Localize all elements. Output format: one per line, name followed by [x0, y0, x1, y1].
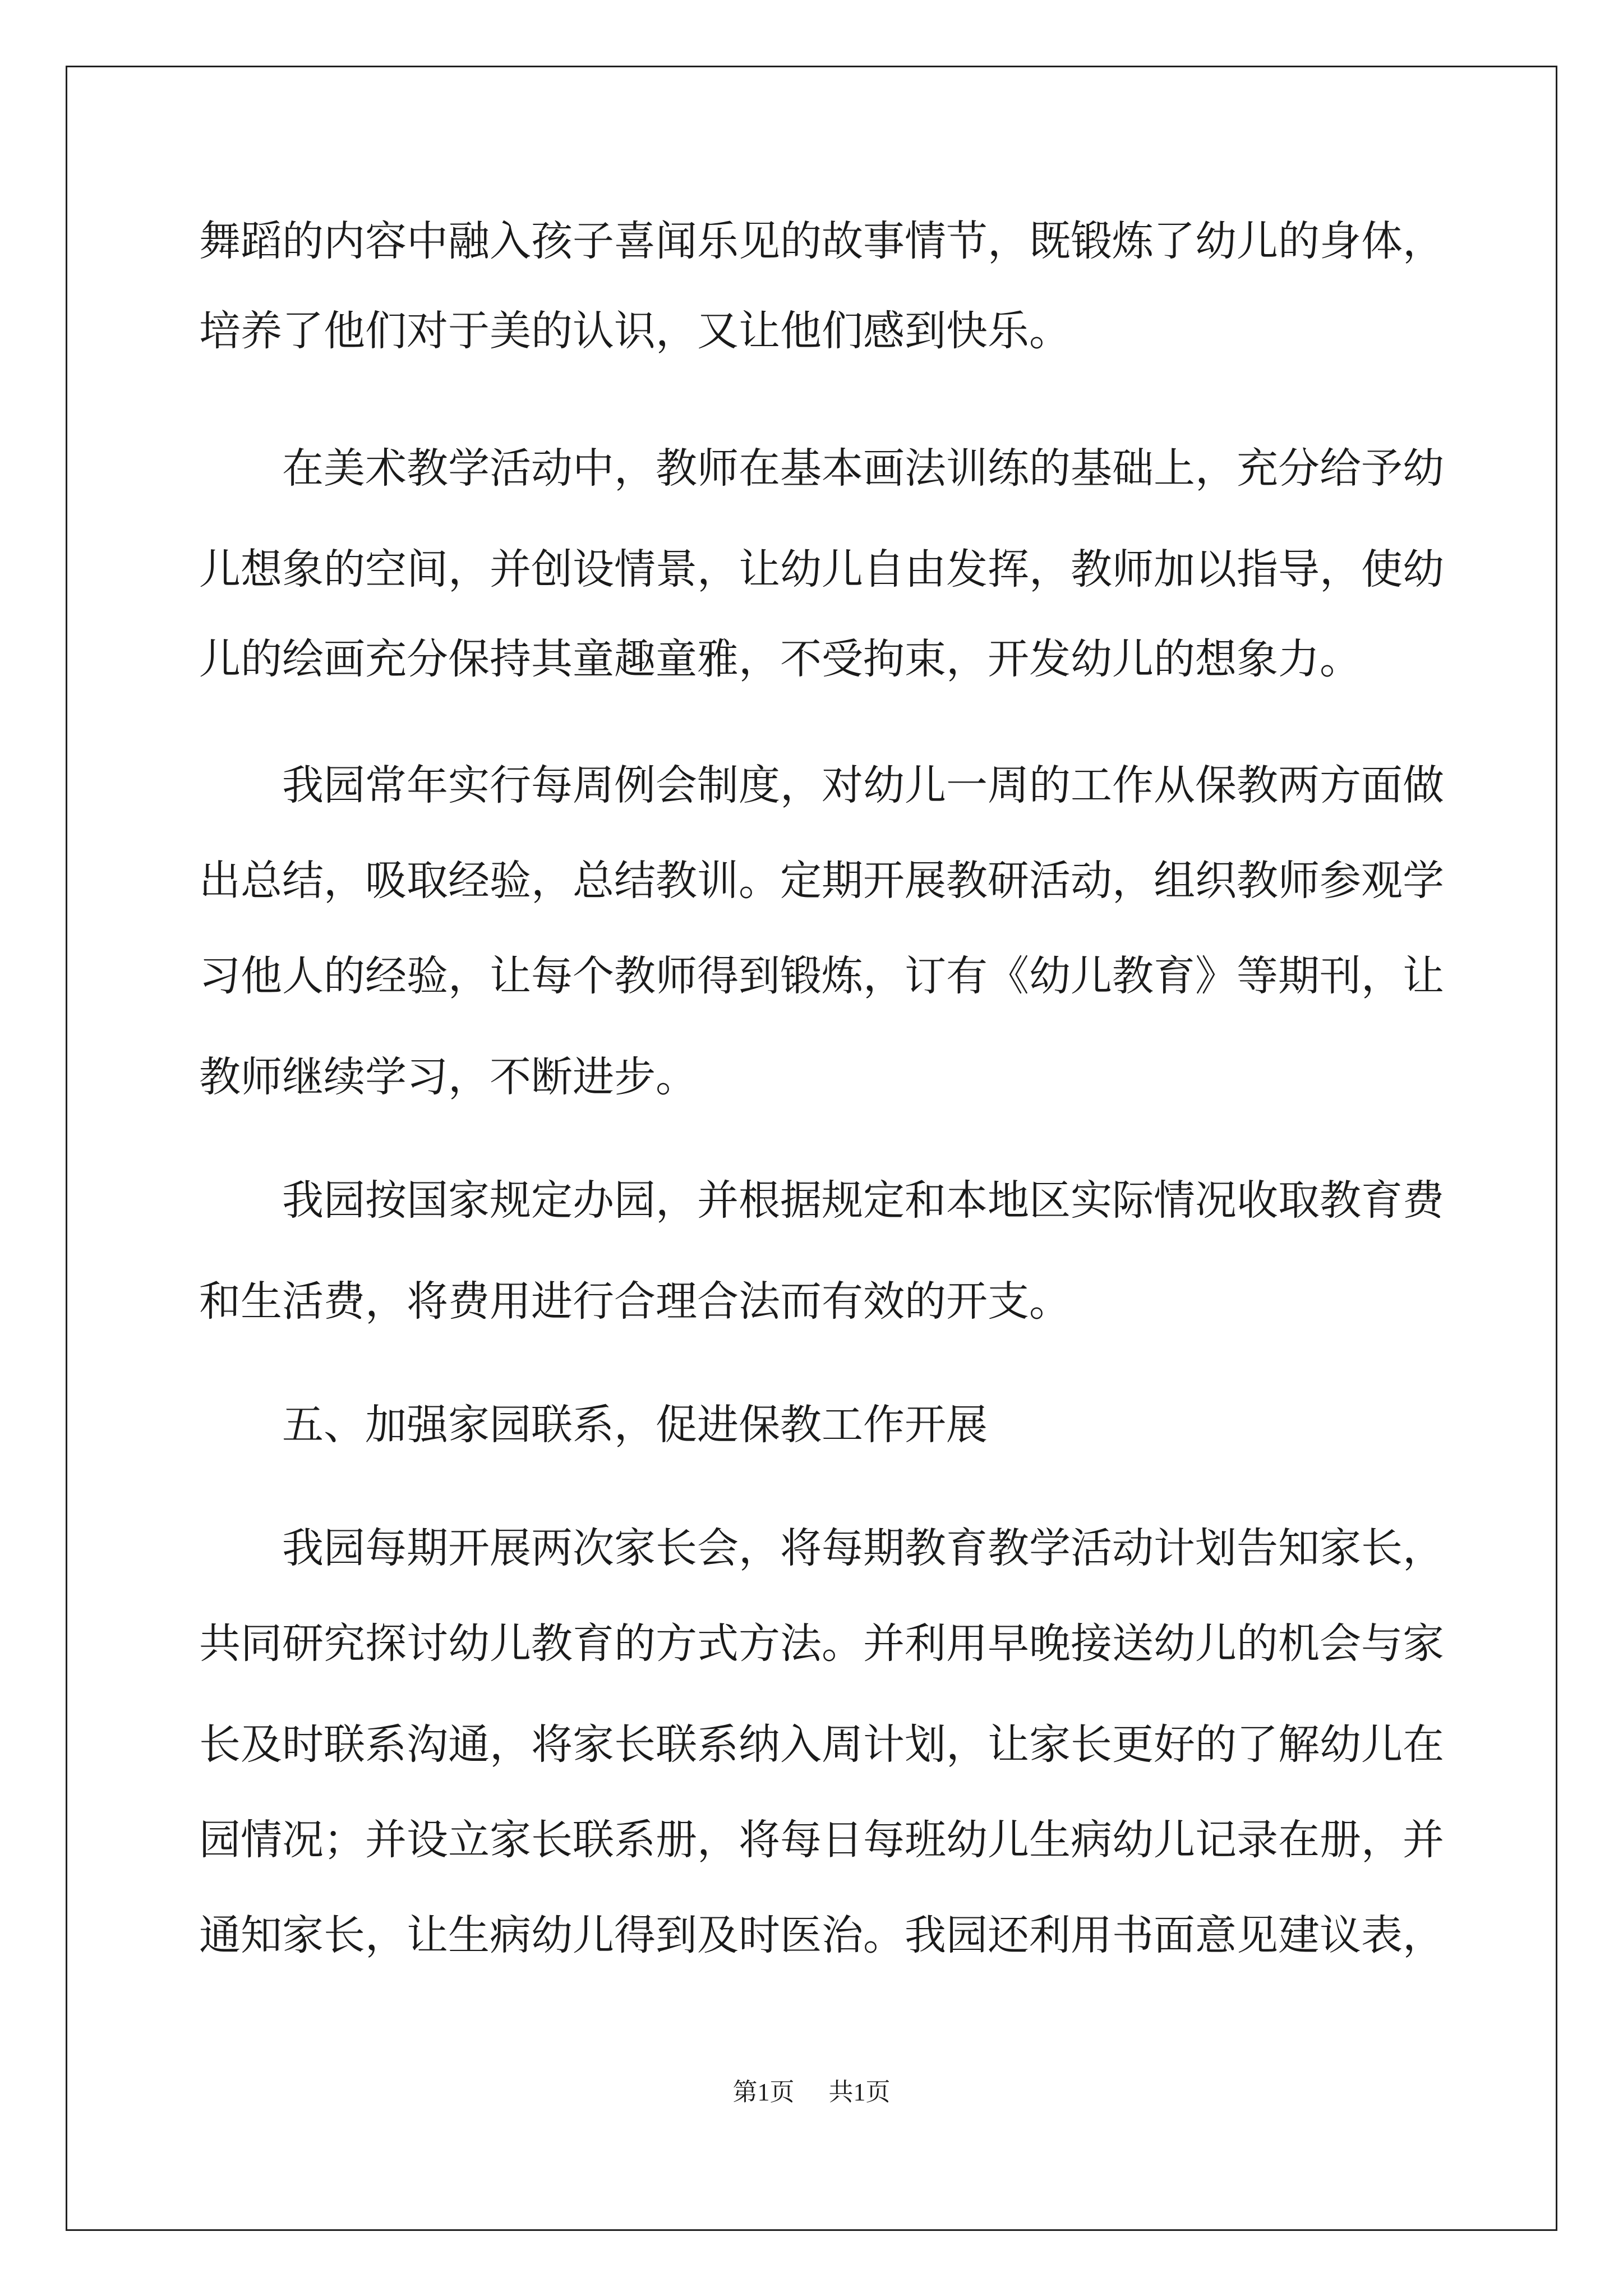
- text-line: 儿的绘画充分保持其童趣童雅，不受拘束，开发幼儿的想象力。: [199, 635, 1361, 683]
- text-line: 习他人的经验，让每个教师得到锻炼，订有《幼儿教育》等期刊，让: [199, 952, 1444, 1000]
- page-footer: [0, 2076, 1623, 2109]
- section-heading: 五、加强家园联系，促进保教工作开展: [282, 1401, 988, 1449]
- text-line: 在美术教学活动中，教师在基本画法训练的基础上，充分给予幼: [282, 444, 1444, 493]
- text-line: 园情况；并设立家长联系册，将每日每班幼儿生病幼儿记录在册，并: [199, 1816, 1444, 1864]
- text-line: 我园按国家规定办园，并根据规定和本地区实际情况收取教育费: [282, 1176, 1444, 1225]
- text-line: 长及时联系沟通，将家长联系纳入周计划，让家长更好的了解幼儿在: [199, 1720, 1444, 1769]
- page-total: 共1页: [828, 2078, 891, 2106]
- text-line: 培养了他们对于美的认识，又让他们感到快乐。: [199, 307, 1071, 355]
- text-line: 我园每期开展两次家长会，将每期教育教学活动计划告知家长，: [282, 1524, 1444, 1572]
- text-line: 共同研究探讨幼儿教育的方式方法。并利用早晚接送幼儿的机会与家: [199, 1619, 1444, 1668]
- text-line: 我园常年实行每周例会制度，对幼儿一周的工作从保教两方面做: [282, 761, 1444, 809]
- text-line: 儿想象的空间，并创设情景，让幼儿自由发挥，教师加以指导，使幼: [199, 545, 1444, 593]
- text-line: 出总结，吸取经验，总结教训。定期开展教研活动，组织教师参观学: [199, 857, 1444, 905]
- text-line: 教师继续学习，不断进步。: [199, 1053, 697, 1101]
- text-line: 通知家长，让生病幼儿得到及时医治。我园还利用书面意见建议表，: [199, 1911, 1444, 1959]
- text-line: 和生活费，将费用进行合理合法而有效的开支。: [199, 1277, 1071, 1326]
- text-line: 舞蹈的内容中融入孩子喜闻乐见的故事情节，既锻炼了幼儿的身体，: [199, 217, 1444, 265]
- page-number: 第1页: [732, 2078, 795, 2106]
